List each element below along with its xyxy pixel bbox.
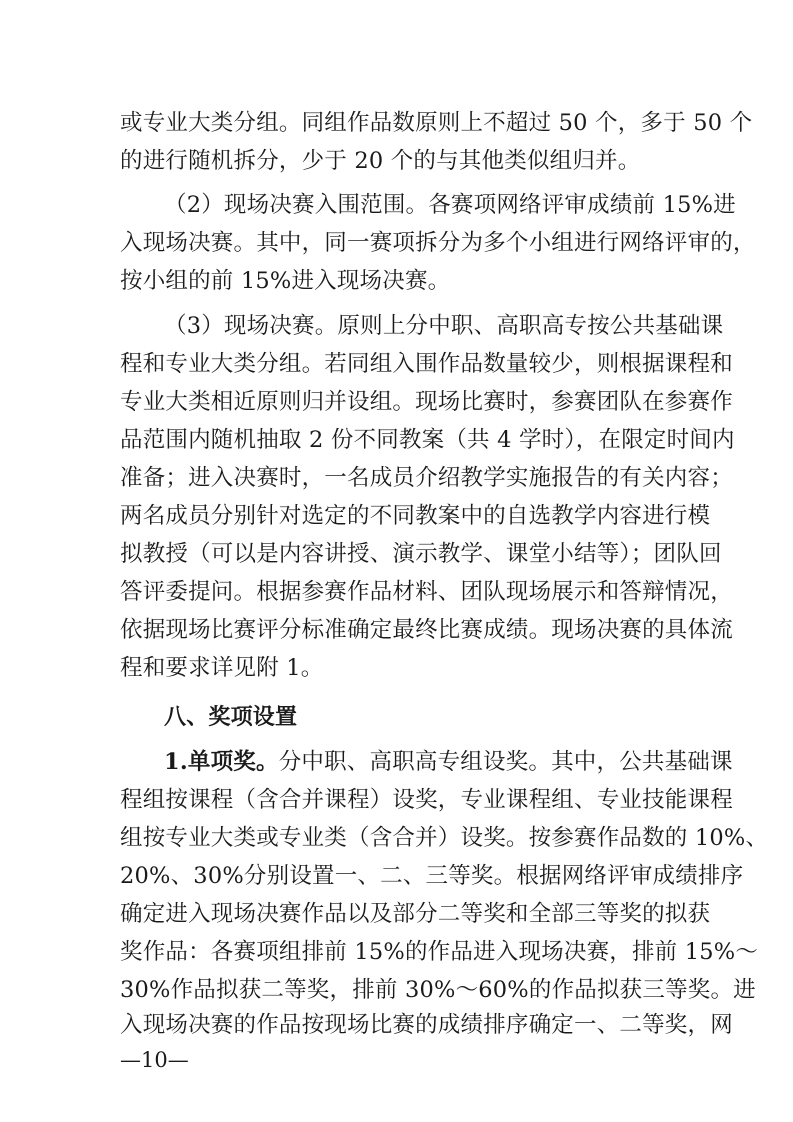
page-number: —10—	[120, 1048, 189, 1072]
text-line: 或专业大类分组。同组作品数原则上不超过 50 个，多于 50 个	[120, 110, 753, 136]
text-line: （3）现场决赛。原则上分中职、高职高专按公共基础课	[164, 313, 724, 339]
text-line: 确定进入现场决赛作品以及部分二等奖和全部三等奖的拟获	[120, 901, 711, 927]
text-line: 20%、30%分别设置一、二、三等奖。根据网络评审成绩排序	[120, 863, 744, 889]
text-line: 拟教授（可以是内容讲授、演示教学、课堂小结等）；团队回	[120, 541, 722, 567]
text-line: 程和要求详见附 1。	[120, 655, 324, 681]
text-line: 专业大类相近原则归并设组。现场比赛时，参赛团队在参赛作	[120, 389, 733, 415]
award-paragraph-first-line	[164, 743, 733, 781]
text-line: 组按专业大类或专业类（含合并）设奖。按参赛作品数的 10%、	[120, 825, 769, 851]
text-line: 程组按课程（含合并课程）设奖，专业课程组、专业技能课程	[120, 787, 733, 813]
section-heading: 八、奖项设置	[164, 705, 298, 730]
text-line: 品范围内随机抽取 2 份不同教案（共 4 学时），在限定时间内	[120, 427, 735, 453]
text-line: 入现场决赛。其中，同一赛项拆分为多个小组进行网络评审的，	[120, 230, 756, 256]
text-line: 答评委提问。根据参赛作品材料、团队现场展示和答辩情况，	[120, 579, 733, 605]
text-line: 准备；进入决赛时，一名成员介绍教学实施报告的有关内容；	[120, 465, 733, 491]
text-line: 两名成员分别针对选定的不同教案中的自选教学内容进行模	[120, 503, 711, 529]
text-line: 30%作品拟获二等奖，排前 30%～60%的作品拟获三等奖。进	[120, 977, 756, 1003]
text-line: 分中职、高职高专组设奖。其中，公共基础课	[278, 749, 733, 775]
text-line: 依据现场比赛评分标准确定最终比赛成绩。现场决赛的具体流	[120, 617, 733, 643]
text-line: 入现场决赛的作品按现场比赛的成绩排序确定一、二等奖，网	[120, 1012, 733, 1038]
text-line: （2）现场决赛入围范围。各赛项网络评审成绩前 15%进	[164, 192, 736, 218]
text-line: 奖作品：各赛项组排前 15%的作品进入现场决赛，排前 15%～	[120, 939, 759, 965]
award-lead: 1.单项奖。	[164, 749, 279, 775]
text-line: 的进行随机拆分，少于 20 个的与其他类似组归并。	[120, 148, 641, 174]
text-line: 程和专业大类分组。若同组入围作品数量较少，则根据课程和	[120, 351, 733, 377]
text-line: 按小组的前 15%进入现场决赛。	[120, 268, 451, 294]
